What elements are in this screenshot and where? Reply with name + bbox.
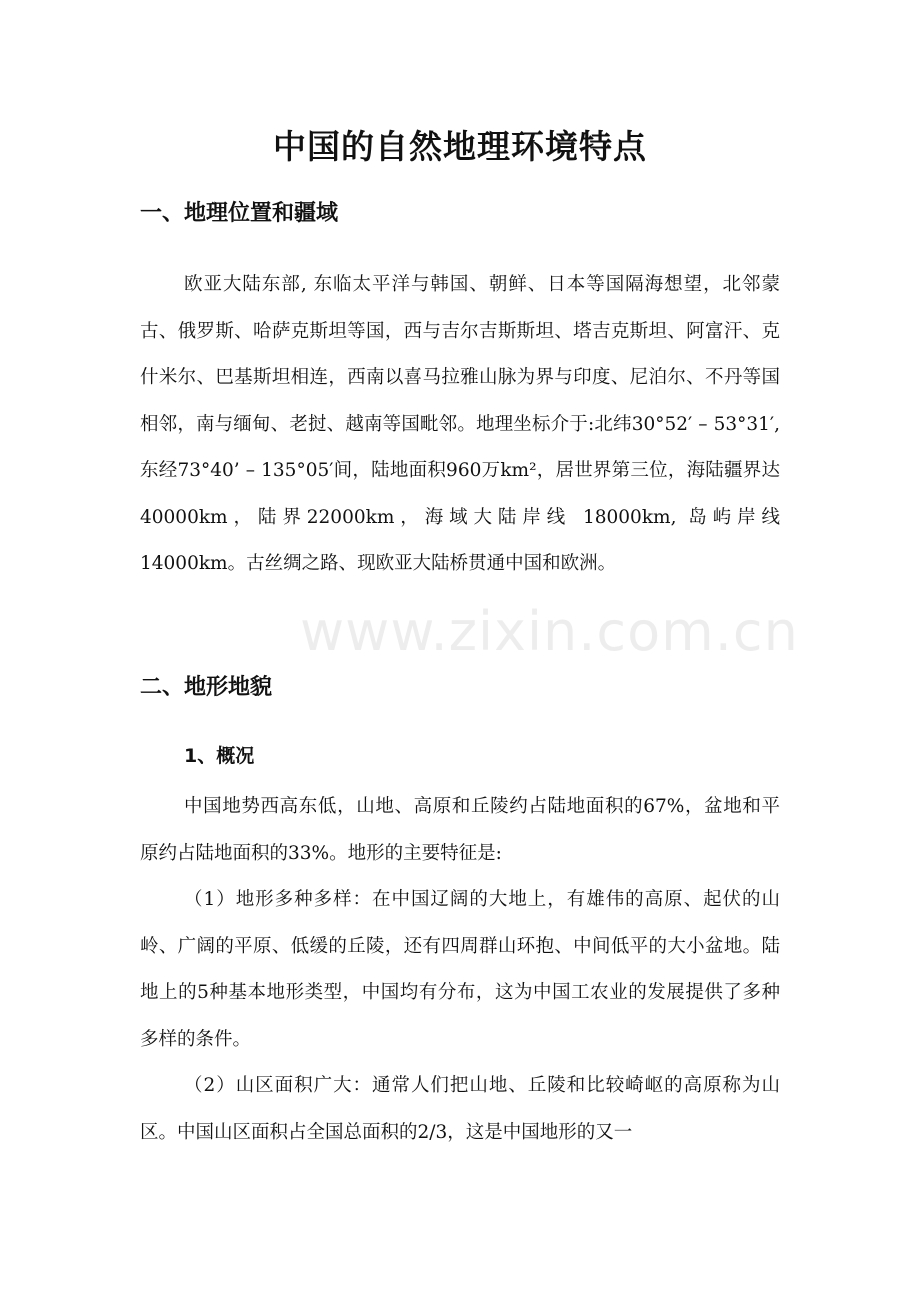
paragraph-location: 欧亚大陆东部, 东临太平洋与韩国、朝鲜、日本等国隔海想望，北邻蒙古、俄罗斯、哈萨克斯坦等国，西与吉尔吉斯斯坦、塔吉克斯坦、阿富汗、克什米尔、巴基斯坦相连，西南以喜马拉雅山脉为界与印度、尼泊尔、不丹等国相邻，南与缅甸、老挝、越南等国毗邻。地理坐标介于:北纬30°52′ – 53°31′, 东经73°40’ – 135°05′间，陆地面积960万km²，居世界第三位，海陆疆界达40000km，陆界22000km，海域大陆岸线 18000km, 岛屿岸线 14000km。古丝绸之路、现欧亚大陆桥贯通中国和欧洲。: [140, 274, 780, 574]
document-title: 中国的自然地理环境特点: [273, 127, 647, 166]
section-heading-location: 一、地理位置和疆域: [140, 201, 339, 226]
paragraph-diverse-terrain: （1）地形多种多样：在中国辽阔的大地上，有雄伟的高原、起伏的山岭、广阔的平原、低缓的丘陵，还有四周群山环抱、中间低平的大小盆地。陆地上的5种基本地形类型，中国均有分布，这为中国工农业的发展提供了多种多样的条件。: [140, 889, 780, 1050]
paragraph-overview: 中国地势西高东低，山地、高原和丘陵约占陆地面积的67%，盆地和平原约占陆地面积的33%。地形的主要特征是:: [140, 796, 780, 864]
section-heading-terrain: 二、地形地貌: [140, 675, 273, 700]
paragraph-mountain-area: （2）山区面积广大：通常人们把山地、丘陵和比较崎岖的高原称为山区。中国山区面积占全国总面积的2/3，这是中国地形的又一: [140, 1075, 780, 1143]
subheading-overview: 1、概况: [184, 745, 255, 767]
watermark: www.zixin.com.cn: [300, 600, 799, 663]
